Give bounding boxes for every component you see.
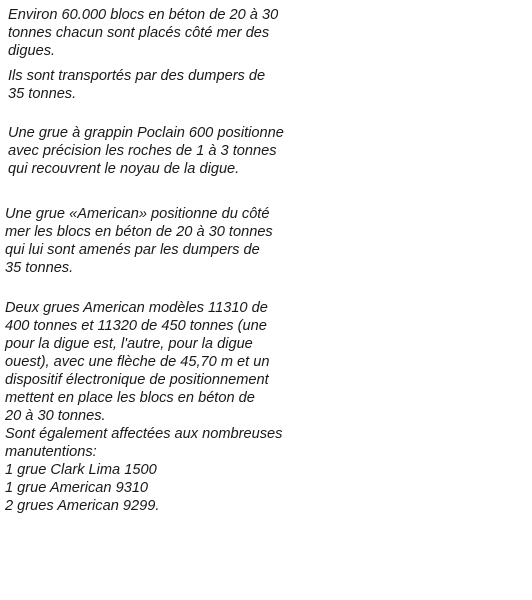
text-line: 1 grue American 9310 bbox=[5, 480, 149, 496]
paragraph-american-crane bbox=[5, 205, 273, 277]
text-line: 400 tonnes et 11320 de 450 tonnes (une bbox=[5, 318, 267, 334]
text-line: digues. bbox=[8, 43, 56, 59]
paragraph-poclain-crane bbox=[8, 124, 284, 178]
text-line: mettent en place les blocs en béton de bbox=[5, 390, 255, 406]
text-line: 35 tonnes. bbox=[5, 260, 74, 276]
text-line: Environ 60.000 blocs en béton de 20 à 30 bbox=[8, 7, 279, 23]
text-line: Ils sont transportés par des dumpers de bbox=[8, 68, 266, 84]
text-line: avec précision les roches de 1 à 3 tonnes bbox=[8, 143, 277, 159]
text-line: ouest), avec une flèche de 45,70 m et un bbox=[5, 354, 270, 370]
text-line: Deux grues American modèles 11310 de bbox=[5, 300, 268, 316]
text-line: 35 tonnes. bbox=[8, 86, 77, 102]
text-line: pour la digue est, l'autre, pour la digue bbox=[5, 336, 253, 352]
text-line: tonnes chacun sont placés côté mer des bbox=[8, 25, 270, 41]
text-line: Sont également affectées aux nombreuses bbox=[5, 426, 283, 442]
paragraph-dumpers bbox=[8, 67, 265, 103]
text-line: 1 grue Clark Lima 1500 bbox=[5, 462, 157, 478]
text-line: manutentions: bbox=[5, 444, 97, 460]
text-line: 20 à 30 tonnes. bbox=[5, 408, 106, 424]
text-line: Une grue «American» positionne du côté bbox=[5, 206, 270, 222]
text-line: qui recouvrent le noyau de la digue. bbox=[8, 161, 240, 177]
paragraph-crane-models bbox=[5, 299, 282, 515]
text-line: Une grue à grappin Poclain 600 positionne bbox=[8, 125, 284, 141]
text-line: qui lui sont amenés par les dumpers de bbox=[5, 242, 260, 258]
text-line: 2 grues American 9299. bbox=[5, 498, 160, 514]
paragraph-concrete-blocks bbox=[8, 6, 278, 60]
text-line: mer les blocs en béton de 20 à 30 tonnes bbox=[5, 224, 273, 240]
text-line: dispositif électronique de positionnement bbox=[5, 372, 269, 388]
